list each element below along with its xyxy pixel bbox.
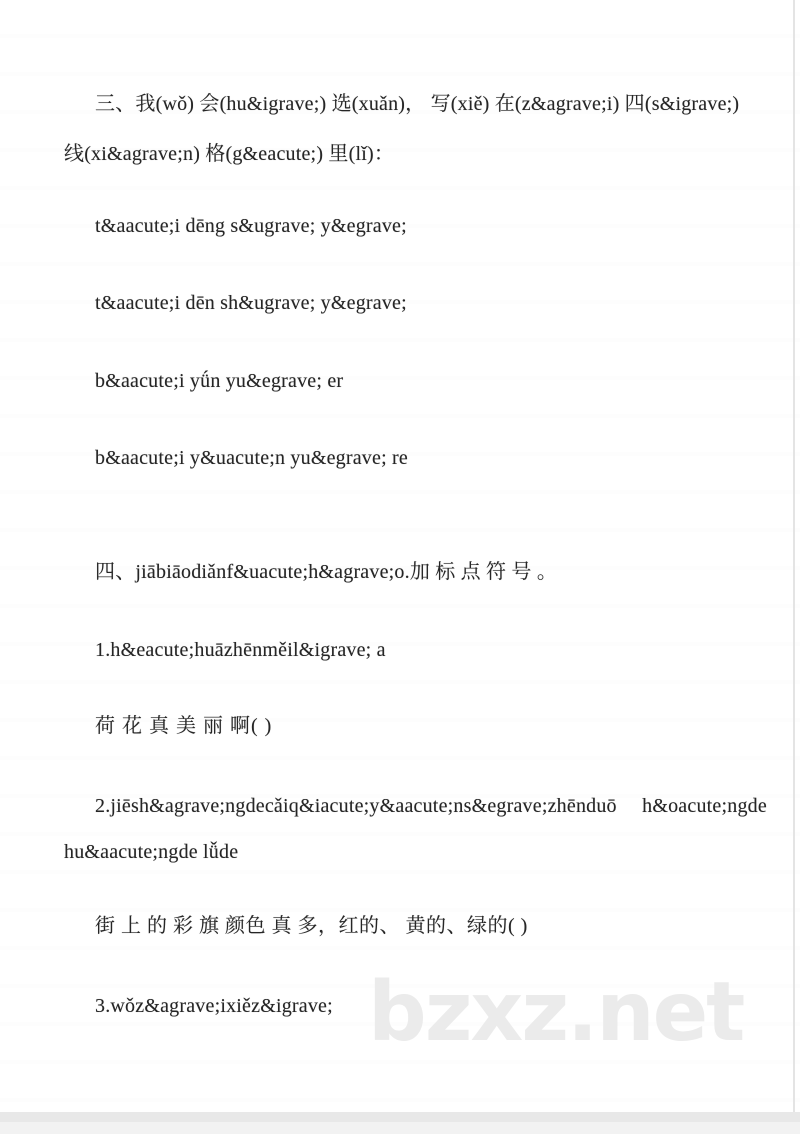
page-bottom-strip [0, 1122, 800, 1134]
doc-line-section4-title: 四、jiābiāodiǎnf&uacute;h&agrave;o.加 标 点 符 号 。 [95, 561, 558, 583]
doc-line-section3-title-part1: 三、我(wǒ) 会(hu&igrave;) 选(xuǎn)， 写(xiě) 在(z&agrave;i) 四(s&igrave;) [95, 93, 740, 115]
doc-line-pinyin-option-2: t&aacute;i dēn sh&ugrave; y&egrave; [95, 292, 407, 314]
page-bottom-edge [0, 1112, 800, 1122]
doc-line-item2-pinyin-part1: 2.jiēsh&agrave;ngdecǎiq&iacute;y&aacute;ns&egrave;zhēnduō h&oacute;ngde [95, 795, 767, 817]
doc-line-section3-title-part2: 线(xi&agrave;n) 格(g&eacute;) 里(lǐ)： [64, 143, 395, 165]
doc-line-item2-sentence: 街 上 的 彩 旗 颜色 真 多，红的、 黄的、绿的( ) [95, 915, 528, 937]
site-watermark: bzxz.net [368, 965, 744, 1060]
doc-line-pinyin-option-1: t&aacute;i dēng s&ugrave; y&egrave; [95, 215, 407, 237]
doc-line-item2-pinyin-part2: hu&aacute;ngde lǚde [64, 841, 239, 863]
page-right-border [793, 0, 795, 1114]
doc-line-item1-sentence: 荷 花 真 美 丽 啊( ) [95, 715, 273, 737]
doc-line-pinyin-option-3: b&aacute;i yǘn yu&egrave; er [95, 370, 344, 392]
doc-line-pinyin-option-4: b&aacute;i y&uacute;n yu&egrave; re [95, 447, 408, 469]
doc-line-item3-pinyin: 3.wǒz&agrave;ixiěz&igrave; [95, 995, 333, 1017]
doc-line-item1-pinyin: 1.h&eacute;huāzhēnměil&igrave; a [95, 639, 386, 661]
